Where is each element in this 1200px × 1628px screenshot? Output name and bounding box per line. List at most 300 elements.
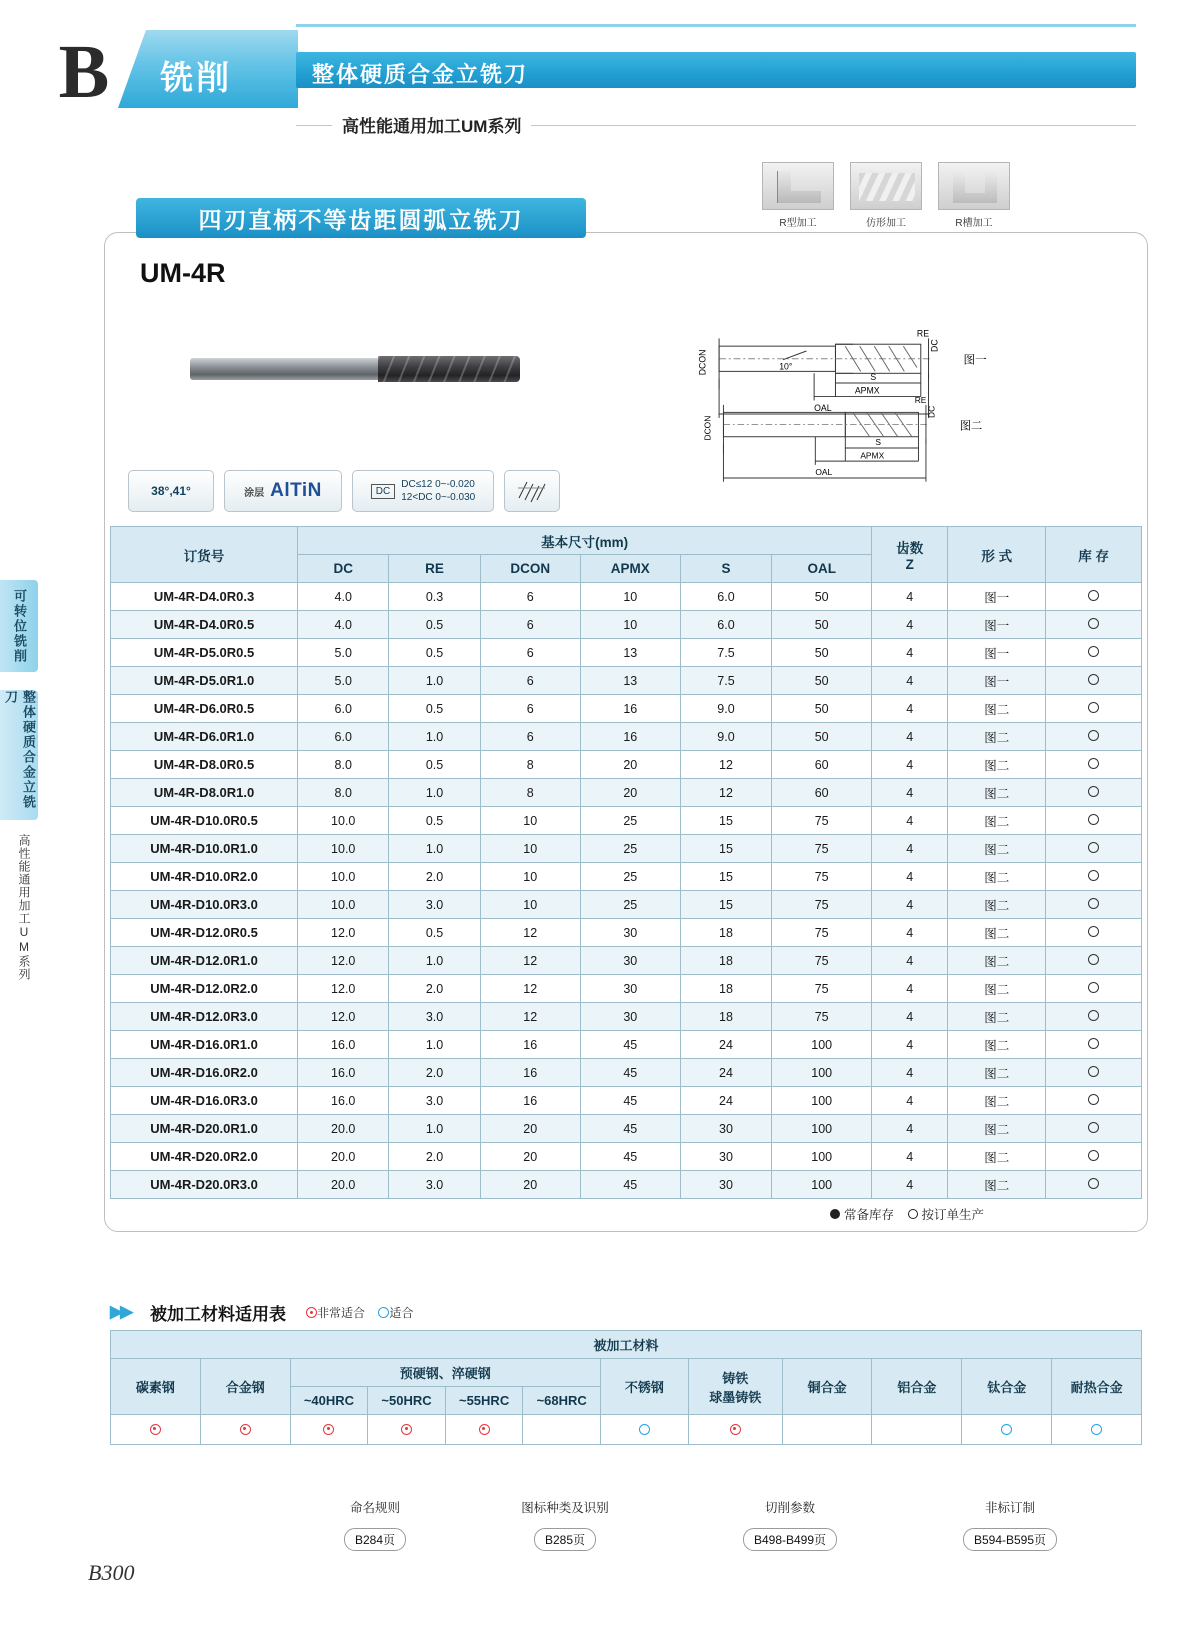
table-row — [111, 919, 1142, 947]
tolerance-dc-tag: DC — [371, 484, 395, 499]
material-cell-9 — [872, 1415, 962, 1445]
cell-s: 9.0 — [680, 695, 771, 723]
stock-open-circle-icon — [1088, 1150, 1099, 1161]
cell-re: 2.0 — [389, 1143, 480, 1171]
cell-form: 图二 — [948, 835, 1046, 863]
cell-order-code: UM-4R-D20.0R2.0 — [111, 1143, 298, 1171]
ref-label-3: 切削参数 — [764, 1501, 815, 1515]
stock-legend — [830, 1205, 984, 1223]
cell-stock — [1046, 1031, 1142, 1059]
cell-oal: 75 — [772, 919, 872, 947]
cell-stock — [1046, 723, 1142, 751]
cell-oal: 100 — [772, 1087, 872, 1115]
cell-form: 图二 — [948, 1143, 1046, 1171]
cell-oal: 50 — [772, 611, 872, 639]
cell-dcon: 10 — [480, 835, 580, 863]
cell-s: 24 — [680, 1087, 771, 1115]
table-row — [111, 583, 1142, 611]
cell-s: 15 — [680, 835, 771, 863]
stock-open-circle-icon — [1088, 674, 1099, 685]
label-fig2: 图二 — [959, 420, 983, 433]
stock-open-circle-icon — [1088, 758, 1099, 769]
cell-apmx: 25 — [580, 835, 680, 863]
table-row — [111, 975, 1142, 1003]
cell-oal: 75 — [772, 1003, 872, 1031]
cell-dc: 6.0 — [298, 695, 389, 723]
mat-col-aluminum: 铝合金 — [872, 1359, 962, 1415]
wave-surface-icon — [850, 162, 922, 210]
cell-order-code: UM-4R-D5.0R0.5 — [111, 639, 298, 667]
cell-dcon: 10 — [480, 807, 580, 835]
cell-form: 图二 — [948, 1087, 1046, 1115]
cell-flute-count: 4 — [872, 695, 948, 723]
cell-re: 3.0 — [389, 1087, 480, 1115]
cell-apmx: 10 — [580, 611, 680, 639]
cell-oal: 60 — [772, 779, 872, 807]
page-title: 整体硬质合金立铣刀 — [312, 62, 529, 87]
cell-form: 图二 — [948, 1031, 1046, 1059]
material-table-head — [111, 1331, 1142, 1415]
material-suitability-table — [110, 1330, 1142, 1445]
stock-open-circle-icon — [1088, 1010, 1099, 1021]
col-s: S — [680, 555, 771, 583]
col-dcon: DCON — [480, 555, 580, 583]
cell-dcon: 6 — [480, 723, 580, 751]
cell-apmx: 30 — [580, 947, 680, 975]
cell-flute-count: 4 — [872, 723, 948, 751]
cell-dc: 12.0 — [298, 1003, 389, 1031]
cell-s: 30 — [680, 1171, 771, 1199]
ref-label-4: 非标订制 — [984, 1501, 1035, 1515]
tolerance-badge — [352, 470, 494, 512]
sidebar-tab-solid-carbide[interactable]: 整体硬质合金立铣刀 — [0, 690, 38, 820]
col-dc: DC — [298, 555, 389, 583]
cell-flute-count: 4 — [872, 639, 948, 667]
table-row — [111, 947, 1142, 975]
four-flute-icon — [515, 476, 549, 506]
cell-flute-count: 4 — [872, 1003, 948, 1031]
cell-dcon: 8 — [480, 779, 580, 807]
cell-flute-count: 4 — [872, 947, 948, 975]
cell-s: 6.0 — [680, 583, 771, 611]
cell-dcon: 20 — [480, 1143, 580, 1171]
cell-re: 2.0 — [389, 975, 480, 1003]
cell-apmx: 25 — [580, 863, 680, 891]
cell-flute-count: 4 — [872, 779, 948, 807]
cell-stock — [1046, 1115, 1142, 1143]
cell-dc: 12.0 — [298, 975, 389, 1003]
table-head — [111, 527, 1142, 583]
cell-order-code: UM-4R-D10.0R2.0 — [111, 863, 298, 891]
material-cell-4 — [445, 1415, 523, 1445]
cell-order-code: UM-4R-D5.0R1.0 — [111, 667, 298, 695]
label-angle-1: 10° — [779, 361, 793, 372]
cell-form: 图二 — [948, 1171, 1046, 1199]
mat-col-carbon-steel: 碳素钢 — [111, 1359, 201, 1415]
cell-s: 24 — [680, 1031, 771, 1059]
cell-stock — [1046, 1003, 1142, 1031]
material-values-row — [111, 1415, 1142, 1445]
cell-flute-count: 4 — [872, 1087, 948, 1115]
cell-order-code: UM-4R-D10.0R0.5 — [111, 807, 298, 835]
cell-re: 0.5 — [389, 807, 480, 835]
col-apmx: APMX — [580, 555, 680, 583]
stock-open-circle-icon — [1088, 898, 1099, 909]
legend-best-label: 非常适合 — [317, 1306, 366, 1320]
cell-dc: 16.0 — [298, 1031, 389, 1059]
cell-flute-count: 4 — [872, 919, 948, 947]
table-row — [111, 1115, 1142, 1143]
ok-fit-icon — [1091, 1424, 1102, 1435]
best-fit-icon — [150, 1424, 161, 1435]
cell-re: 1.0 — [389, 947, 480, 975]
cell-stock — [1046, 751, 1142, 779]
best-fit-icon — [306, 1307, 317, 1318]
label-s-2: S — [875, 437, 881, 448]
cell-dc: 16.0 — [298, 1087, 389, 1115]
material-cell-5 — [523, 1415, 601, 1445]
coating-label: 涂层 — [244, 487, 265, 499]
ref-naming-rule[interactable] — [300, 1498, 450, 1551]
material-cell-1 — [200, 1415, 290, 1445]
cell-oal: 75 — [772, 891, 872, 919]
cell-apmx: 25 — [580, 807, 680, 835]
ref-icon-types[interactable] — [480, 1498, 650, 1551]
table-header-row-1 — [111, 527, 1142, 555]
cell-flute-count: 4 — [872, 1031, 948, 1059]
cell-apmx: 45 — [580, 1171, 680, 1199]
table-row — [111, 863, 1142, 891]
stock-open-circle-icon — [1088, 842, 1099, 853]
cell-order-code: UM-4R-D4.0R0.5 — [111, 611, 298, 639]
mat-col-stainless: 不锈钢 — [600, 1359, 688, 1415]
cell-oal: 75 — [772, 807, 872, 835]
material-cell-10 — [962, 1415, 1052, 1445]
table-row — [111, 1143, 1142, 1171]
cell-order-code: UM-4R-D16.0R1.0 — [111, 1031, 298, 1059]
label-dc-2: DC — [926, 405, 937, 418]
cell-form: 图二 — [948, 1003, 1046, 1031]
filled-circle-icon — [830, 1209, 840, 1219]
cell-apmx: 30 — [580, 919, 680, 947]
best-fit-icon — [730, 1424, 741, 1435]
cell-re: 0.5 — [389, 639, 480, 667]
cell-stock — [1046, 891, 1142, 919]
chapter-letter: B — [58, 30, 110, 114]
cell-s: 12 — [680, 779, 771, 807]
cell-flute-count: 4 — [872, 807, 948, 835]
label-dcon-1: DCON — [697, 349, 708, 376]
tool-diagram-fig2 — [690, 385, 1010, 508]
process-label-1: R型加工 — [779, 218, 817, 229]
col-stock: 库 存 — [1046, 527, 1142, 583]
cell-s: 6.0 — [680, 611, 771, 639]
cell-dc: 6.0 — [298, 723, 389, 751]
cell-re: 1.0 — [389, 723, 480, 751]
cell-dc: 16.0 — [298, 1059, 389, 1087]
cell-oal: 75 — [772, 863, 872, 891]
table-row — [111, 1087, 1142, 1115]
cell-apmx: 20 — [580, 751, 680, 779]
cell-dc: 10.0 — [298, 863, 389, 891]
cell-stock — [1046, 667, 1142, 695]
cell-order-code: UM-4R-D12.0R2.0 — [111, 975, 298, 1003]
material-subgroup-row — [111, 1359, 1142, 1387]
stock-open-circle-icon — [1088, 618, 1099, 629]
cell-s: 30 — [680, 1115, 771, 1143]
cell-dcon: 6 — [480, 639, 580, 667]
cell-form: 图二 — [948, 975, 1046, 1003]
cell-dc: 20.0 — [298, 1115, 389, 1143]
table-row — [111, 807, 1142, 835]
cell-apmx: 30 — [580, 975, 680, 1003]
stock-open-circle-icon — [1088, 814, 1099, 825]
cell-stock — [1046, 947, 1142, 975]
material-cell-0 — [111, 1415, 201, 1445]
cell-order-code: UM-4R-D4.0R0.3 — [111, 583, 298, 611]
ref-page-4[interactable]: B594-B595页 — [963, 1528, 1057, 1551]
cell-re: 0.5 — [389, 751, 480, 779]
ref-page-1[interactable]: B284页 — [344, 1528, 406, 1551]
mat-col-cast-iron — [688, 1359, 782, 1415]
ok-fit-icon — [1001, 1424, 1012, 1435]
legend-ok-label: 适合 — [389, 1306, 414, 1320]
cell-dcon: 8 — [480, 751, 580, 779]
cell-s: 18 — [680, 1003, 771, 1031]
cell-oal: 100 — [772, 1143, 872, 1171]
cell-dc: 4.0 — [298, 611, 389, 639]
cell-form: 图二 — [948, 1115, 1046, 1143]
subtitle: 高性能通用加工UM系列 — [332, 112, 531, 137]
cell-dc: 20.0 — [298, 1171, 389, 1199]
cell-re: 2.0 — [389, 863, 480, 891]
ref-custom-order[interactable] — [920, 1498, 1100, 1551]
material-cell-11 — [1052, 1415, 1142, 1445]
cell-dcon: 10 — [480, 863, 580, 891]
ok-fit-icon — [639, 1424, 650, 1435]
mat-col-cast-iron-line1: 铸铁 — [722, 1370, 749, 1386]
ok-fit-icon — [378, 1307, 389, 1318]
cell-re: 3.0 — [389, 1003, 480, 1031]
legend-order-label: 按订单生产 — [921, 1208, 985, 1222]
cell-dcon: 16 — [480, 1087, 580, 1115]
cell-dc: 12.0 — [298, 919, 389, 947]
cell-re: 1.0 — [389, 1031, 480, 1059]
table-row — [111, 639, 1142, 667]
stock-open-circle-icon — [1088, 1066, 1099, 1077]
legend-stock-label: 常备库存 — [844, 1208, 895, 1222]
double-chevron-icon: ▶▶ — [110, 1302, 131, 1321]
cell-dc: 20.0 — [298, 1143, 389, 1171]
table-row — [111, 1059, 1142, 1087]
cell-flute-count: 4 — [872, 863, 948, 891]
ref-page-3[interactable]: B498-B499页 — [743, 1528, 837, 1551]
cell-form: 图一 — [948, 583, 1046, 611]
cell-dcon: 12 — [480, 919, 580, 947]
stock-open-circle-icon — [1088, 646, 1099, 657]
cell-re: 0.5 — [389, 919, 480, 947]
material-cell-2 — [290, 1415, 368, 1445]
cell-s: 18 — [680, 947, 771, 975]
subtitle-wrap — [296, 112, 1136, 138]
cell-stock — [1046, 975, 1142, 1003]
cell-re: 1.0 — [389, 835, 480, 863]
label-apmx-1: APMX — [854, 385, 880, 396]
cell-form: 图一 — [948, 611, 1046, 639]
cell-flute-count: 4 — [872, 1143, 948, 1171]
cell-order-code: UM-4R-D16.0R2.0 — [111, 1059, 298, 1087]
cell-s: 7.5 — [680, 639, 771, 667]
helix-angle-label: 38°,41° — [151, 484, 191, 498]
cell-order-code: UM-4R-D12.0R3.0 — [111, 1003, 298, 1031]
page-header — [0, 0, 1200, 150]
cell-re: 3.0 — [389, 891, 480, 919]
cell-oal: 100 — [772, 1059, 872, 1087]
cell-s: 9.0 — [680, 723, 771, 751]
cell-re: 1.0 — [389, 1115, 480, 1143]
table-row — [111, 891, 1142, 919]
cell-stock — [1046, 779, 1142, 807]
cell-order-code: UM-4R-D6.0R1.0 — [111, 723, 298, 751]
best-fit-icon — [479, 1424, 490, 1435]
cell-oal: 50 — [772, 723, 872, 751]
cell-form: 图二 — [948, 779, 1046, 807]
material-section-header — [110, 1300, 710, 1324]
label-dcon-2: DCON — [702, 415, 713, 441]
cell-dcon: 16 — [480, 1059, 580, 1087]
cell-oal: 50 — [772, 583, 872, 611]
cell-s: 15 — [680, 891, 771, 919]
product-title-tab: 四刃直柄不等齿距圆弧立铣刀 — [136, 198, 586, 238]
cell-s: 18 — [680, 975, 771, 1003]
cell-form: 图二 — [948, 919, 1046, 947]
col-form: 形 式 — [948, 527, 1046, 583]
sidebar-series-label: 高性能通用加工UM系列 — [17, 834, 31, 981]
cell-form: 图二 — [948, 695, 1046, 723]
cell-stock — [1046, 611, 1142, 639]
cell-apmx: 45 — [580, 1115, 680, 1143]
cell-flute-count: 4 — [872, 1059, 948, 1087]
cell-stock — [1046, 639, 1142, 667]
cell-apmx: 16 — [580, 723, 680, 751]
best-fit-icon — [240, 1424, 251, 1435]
col-flute-count — [872, 527, 948, 583]
cell-dcon: 6 — [480, 611, 580, 639]
helix-angle-badge — [128, 470, 214, 512]
material-cell-7 — [688, 1415, 782, 1445]
cell-dc: 10.0 — [298, 807, 389, 835]
mat-col-40hrc: ~40HRC — [290, 1387, 368, 1415]
coating-name: AlTiN — [270, 480, 322, 501]
stock-open-circle-icon — [1088, 982, 1099, 993]
label-dc-1: DC — [929, 339, 940, 352]
best-fit-icon — [401, 1424, 412, 1435]
sidebar-tab-indexable[interactable]: 可转位铣削 — [0, 580, 38, 672]
cell-apmx: 10 — [580, 583, 680, 611]
cell-oal: 100 — [772, 1115, 872, 1143]
mat-col-50hrc: ~50HRC — [368, 1387, 446, 1415]
cell-dcon: 6 — [480, 667, 580, 695]
cell-dcon: 6 — [480, 695, 580, 723]
stock-open-circle-icon — [1088, 926, 1099, 937]
cell-form: 图一 — [948, 667, 1046, 695]
cell-flute-count: 4 — [872, 1115, 948, 1143]
cell-order-code: UM-4R-D12.0R0.5 — [111, 919, 298, 947]
process-icon-r-profile — [760, 162, 836, 229]
cell-order-code: UM-4R-D20.0R1.0 — [111, 1115, 298, 1143]
cell-form: 图一 — [948, 639, 1046, 667]
cell-order-code: UM-4R-D8.0R0.5 — [111, 751, 298, 779]
col-flute-count-line1: 齿数 — [896, 541, 924, 556]
material-table-body — [111, 1415, 1142, 1445]
process-icon-copy-milling — [848, 162, 924, 229]
cell-oal: 100 — [772, 1171, 872, 1199]
cell-s: 12 — [680, 751, 771, 779]
material-legend — [306, 1304, 413, 1321]
cell-dcon: 12 — [480, 975, 580, 1003]
table-row — [111, 723, 1142, 751]
stock-open-circle-icon — [1088, 702, 1099, 713]
cell-s: 24 — [680, 1059, 771, 1087]
cell-apmx: 16 — [580, 695, 680, 723]
table-row — [111, 751, 1142, 779]
mat-col-copper: 铜合金 — [782, 1359, 872, 1415]
cell-dc: 5.0 — [298, 667, 389, 695]
stock-open-circle-icon — [1088, 1122, 1099, 1133]
col-group-dimensions: 基本尺寸(mm) — [298, 527, 872, 555]
material-group-header: 被加工材料 — [111, 1331, 1142, 1359]
cell-order-code: UM-4R-D8.0R1.0 — [111, 779, 298, 807]
tool-flutes — [378, 356, 520, 382]
stock-open-circle-icon — [1088, 730, 1099, 741]
col-order-code: 订货号 — [111, 527, 298, 583]
header-top-rule — [296, 24, 1136, 27]
cell-dcon: 10 — [480, 891, 580, 919]
cell-apmx: 45 — [580, 1031, 680, 1059]
cell-dc: 8.0 — [298, 779, 389, 807]
reference-links — [300, 1498, 1100, 1547]
best-fit-icon — [323, 1424, 334, 1435]
mat-col-group-hardened: 预硬钢、淬硬钢 — [290, 1359, 600, 1387]
cell-flute-count: 4 — [872, 1171, 948, 1199]
col-flute-count-line2: Z — [905, 557, 914, 572]
cell-form: 图二 — [948, 863, 1046, 891]
tolerance-line-2: 12<DC 0~-0.030 — [401, 492, 476, 503]
ref-cutting-params[interactable] — [700, 1498, 880, 1551]
cell-order-code: UM-4R-D12.0R1.0 — [111, 947, 298, 975]
label-apmx-2: APMX — [860, 450, 885, 461]
ref-label-1: 命名规则 — [349, 1501, 400, 1515]
cell-re: 1.0 — [389, 667, 480, 695]
cell-flute-count: 4 — [872, 891, 948, 919]
cell-apmx: 45 — [580, 1143, 680, 1171]
cell-dcon: 16 — [480, 1031, 580, 1059]
open-circle-icon — [908, 1209, 918, 1219]
stock-open-circle-icon — [1088, 786, 1099, 797]
cell-oal: 50 — [772, 695, 872, 723]
material-cell-8 — [782, 1415, 872, 1445]
flute-count-badge — [504, 470, 560, 512]
cell-dc: 10.0 — [298, 835, 389, 863]
table-row — [111, 1171, 1142, 1199]
cell-re: 1.0 — [389, 779, 480, 807]
cell-stock — [1046, 695, 1142, 723]
cell-dcon: 12 — [480, 1003, 580, 1031]
stock-open-circle-icon — [1088, 954, 1099, 965]
cell-form: 图二 — [948, 891, 1046, 919]
ref-page-2[interactable]: B285页 — [534, 1528, 596, 1551]
tolerance-line-1: DC≤12 0~-0.020 — [401, 479, 475, 490]
